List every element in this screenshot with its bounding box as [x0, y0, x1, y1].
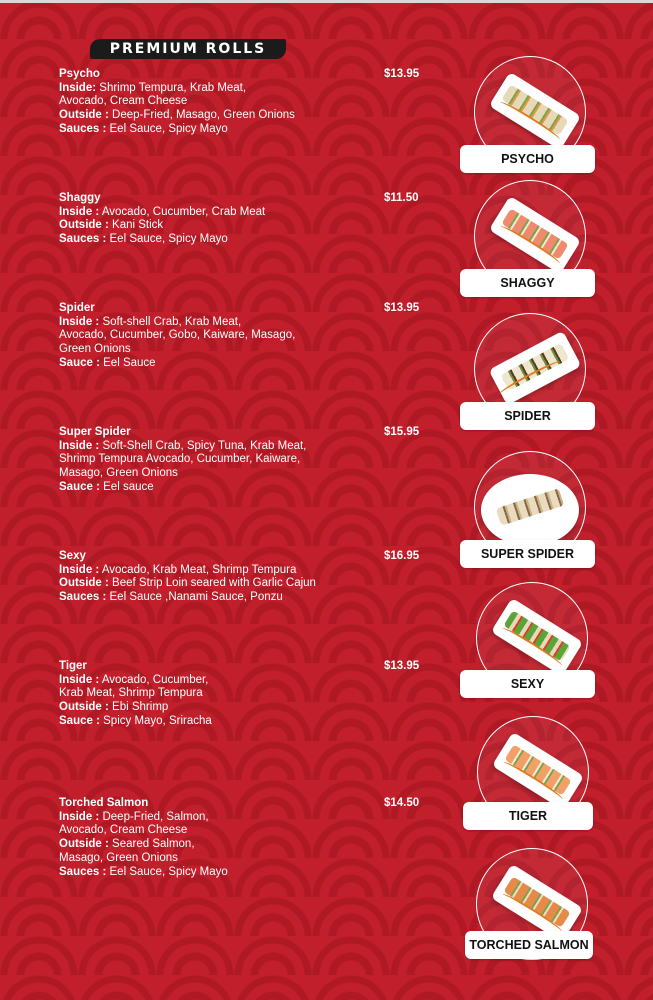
item-outside: Outside : Seared Salmon,	[59, 838, 195, 851]
item-outside: Outside : Deep-Fried, Masago, Green Onions	[59, 109, 295, 122]
item-sauces: Sauces : Eel Sauce ,Nanami Sauce, Ponzu	[59, 591, 283, 604]
item-price: $11.50	[384, 192, 419, 204]
item-price: $14.50	[384, 797, 420, 809]
menu-item-torched-salmon	[59, 797, 429, 879]
top-border	[0, 0, 653, 3]
item-name: Tiger	[59, 660, 87, 672]
menu-item-tiger	[59, 660, 429, 729]
item-sauce: Sauce : Eel sauce	[59, 480, 154, 493]
item-inside: Inside : Avocado, Cucumber, Crab Meat	[59, 205, 266, 218]
item-inside: Inside : Soft-shell Crab, Krab Meat,	[59, 315, 242, 328]
item-outside: Outside : Ebi Shrimp	[59, 701, 169, 714]
item-inside: Inside : Deep-Fried, Salmon,	[59, 810, 209, 823]
inside-label: Inside	[59, 810, 93, 823]
outside-label: Outside	[59, 838, 102, 851]
item-name: Spider	[59, 302, 95, 314]
sauce-label: Sauce	[59, 714, 93, 727]
item-sauce: Sauce : Eel Sauce	[59, 356, 156, 369]
photo-label-spider: SPIDER	[460, 402, 595, 430]
item-inside: Inside : Avocado, Cucumber,	[59, 673, 209, 686]
item-price: $16.95	[384, 550, 420, 562]
sauces-label: Sauces	[59, 865, 100, 878]
outside-label: Outside	[59, 219, 102, 232]
inside-label: Inside	[59, 439, 93, 452]
item-sauces: Sauces : Eel Sauce, Spicy Mayo	[59, 122, 228, 135]
item-inside-cont: Avocado, Cream Cheese	[59, 824, 188, 837]
item-price: $13.95	[384, 302, 420, 314]
photo-label-shaggy: SHAGGY	[460, 269, 595, 297]
item-price: $15.95	[384, 426, 420, 438]
item-sauce: Sauce : Spicy Mayo, Sriracha	[59, 714, 212, 727]
item-inside: Inside : Soft-Shell Crab, Spicy Tuna, Krab Meat,	[59, 439, 307, 452]
outside-label: Outside	[59, 701, 102, 714]
menu-item-spider	[59, 302, 429, 371]
inside-label: Inside	[59, 563, 93, 576]
item-inside-cont: Masago, Green Onions	[59, 467, 178, 480]
outside-label: Outside	[59, 109, 102, 122]
item-name: Shaggy	[59, 192, 101, 204]
menu-item-sexy	[59, 550, 429, 605]
outside-label: Outside	[59, 577, 102, 590]
sauces-label: Sauces	[59, 122, 100, 135]
inside-label: Inside	[59, 315, 93, 328]
inside-label: Inside	[59, 673, 93, 686]
menu-item-psycho	[59, 68, 429, 137]
item-outside-cont: Masago, Green Onions	[59, 851, 178, 864]
photo-label-psycho: PSYCHO	[460, 145, 595, 173]
item-inside: Inside : Avocado, Krab Meat, Shrimp Tempura	[59, 563, 297, 576]
inside-label: Inside	[59, 205, 93, 218]
item-name: Super Spider	[59, 426, 131, 438]
sauces-label: Sauces	[59, 591, 100, 604]
item-name: Psycho	[59, 68, 100, 80]
item-inside: Inside: Shrimp Tempura, Krab Meat,	[59, 81, 247, 94]
item-inside-cont: Avocado, Cream Cheese	[59, 95, 188, 108]
photo-label-tiger: TIGER	[463, 802, 593, 830]
item-inside-cont: Shrimp Tempura Avocado, Cucumber, Kaiware,	[59, 453, 301, 466]
inside-label: Inside	[59, 81, 93, 94]
item-inside-cont: Krab Meat, Shrimp Tempura	[59, 687, 203, 700]
item-price: $13.95	[384, 660, 420, 672]
item-outside: Outside : Beef Strip Loin seared with Garlic Cajun	[59, 577, 316, 590]
item-price: $13.95	[384, 68, 420, 80]
sauce-label: Sauce	[59, 356, 93, 369]
sauces-label: Sauces	[59, 233, 100, 246]
menu-item-super-spider	[59, 426, 429, 495]
item-outside: Outside : Kani Stick	[59, 219, 164, 232]
item-name: Sexy	[59, 550, 86, 562]
photo-label-torched-salmon: TORCHED SALMON	[465, 931, 593, 959]
item-sauces: Sauces : Eel Sauce, Spicy Mayo	[59, 233, 228, 246]
photo-label-super-spider: SUPER SPIDER	[460, 540, 595, 568]
item-name: Torched Salmon	[59, 797, 149, 809]
photo-label-sexy: SEXY	[460, 670, 595, 698]
item-inside-cont: Green Onions	[59, 343, 131, 356]
item-sauces: Sauces : Eel Sauce, Spicy Mayo	[59, 865, 228, 878]
section-title: PREMIUM ROLLS	[90, 39, 286, 59]
sauce-label: Sauce	[59, 480, 93, 493]
menu-item-shaggy	[59, 192, 429, 247]
item-inside-cont: Avocado, Cucumber, Gobo, Kaiware, Masago,	[59, 329, 296, 342]
